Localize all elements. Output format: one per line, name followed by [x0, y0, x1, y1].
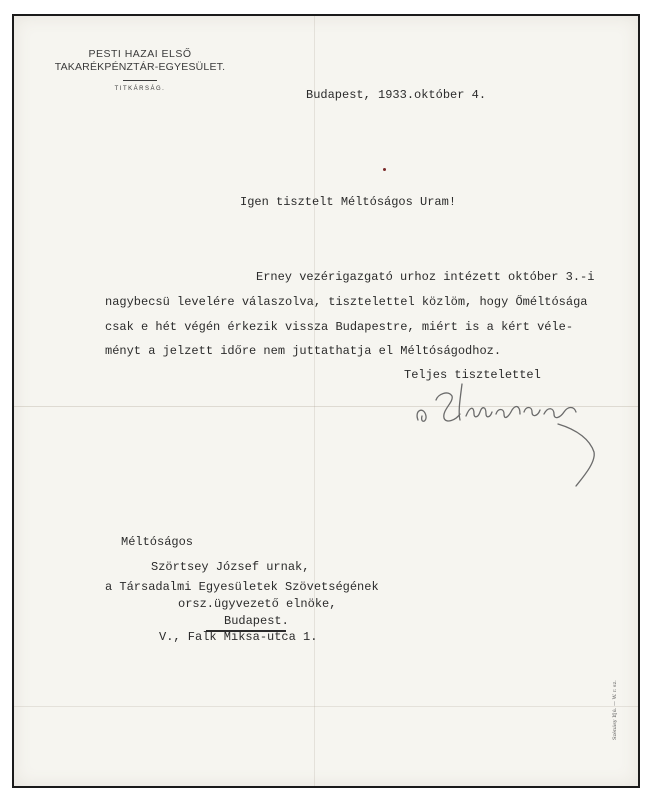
- address-organization: a Társadalmi Egyesületek Szövetségének: [105, 580, 379, 594]
- printer-mark: Szénásy Ifjú. — W. r. sz.: [612, 680, 618, 740]
- letter-date: Budapest, 1933.október 4.: [306, 88, 487, 102]
- address-name: Szörtsey József urnak,: [151, 560, 310, 574]
- letterhead-line-2: TAKARÉKPÉNZTÁR-EGYESÜLET.: [54, 61, 226, 73]
- letterhead-line-1: PESTI HAZAI ELSŐ: [88, 48, 192, 60]
- address-street: V., Falk Miksa-utca 1.: [159, 630, 318, 644]
- fold-line: [14, 706, 638, 707]
- letterhead: [40, 48, 240, 92]
- salutation: Igen tisztelt Méltóságos Uram!: [240, 195, 457, 209]
- fold-line: [314, 16, 315, 786]
- ink-dot: [383, 168, 386, 171]
- letterhead-department: TITKÁRSÁG.: [114, 86, 166, 92]
- body-line: ményt a jelzett időre nem juttathatja el Méltóságodhoz.: [105, 344, 502, 358]
- address-title: orsz.ügyvezető elnöke,: [178, 597, 337, 611]
- address-honorific: Méltóságos: [121, 535, 194, 549]
- body-line: nagybecsü levelére válaszolva, tisztelettel közlöm, hogy Őméltósága: [105, 295, 588, 309]
- closing: Teljes tisztelettel: [404, 368, 541, 382]
- address-city: Budapest.: [224, 614, 289, 628]
- body-line: csak e hét végén érkezik vissza Budapestre, miért is a kért véle-: [105, 320, 574, 334]
- handwritten-signature: [408, 380, 608, 490]
- letterhead-rule: [123, 80, 157, 81]
- body-line: Erney vezérigazgató urhoz intézett október 3.-i: [256, 270, 595, 284]
